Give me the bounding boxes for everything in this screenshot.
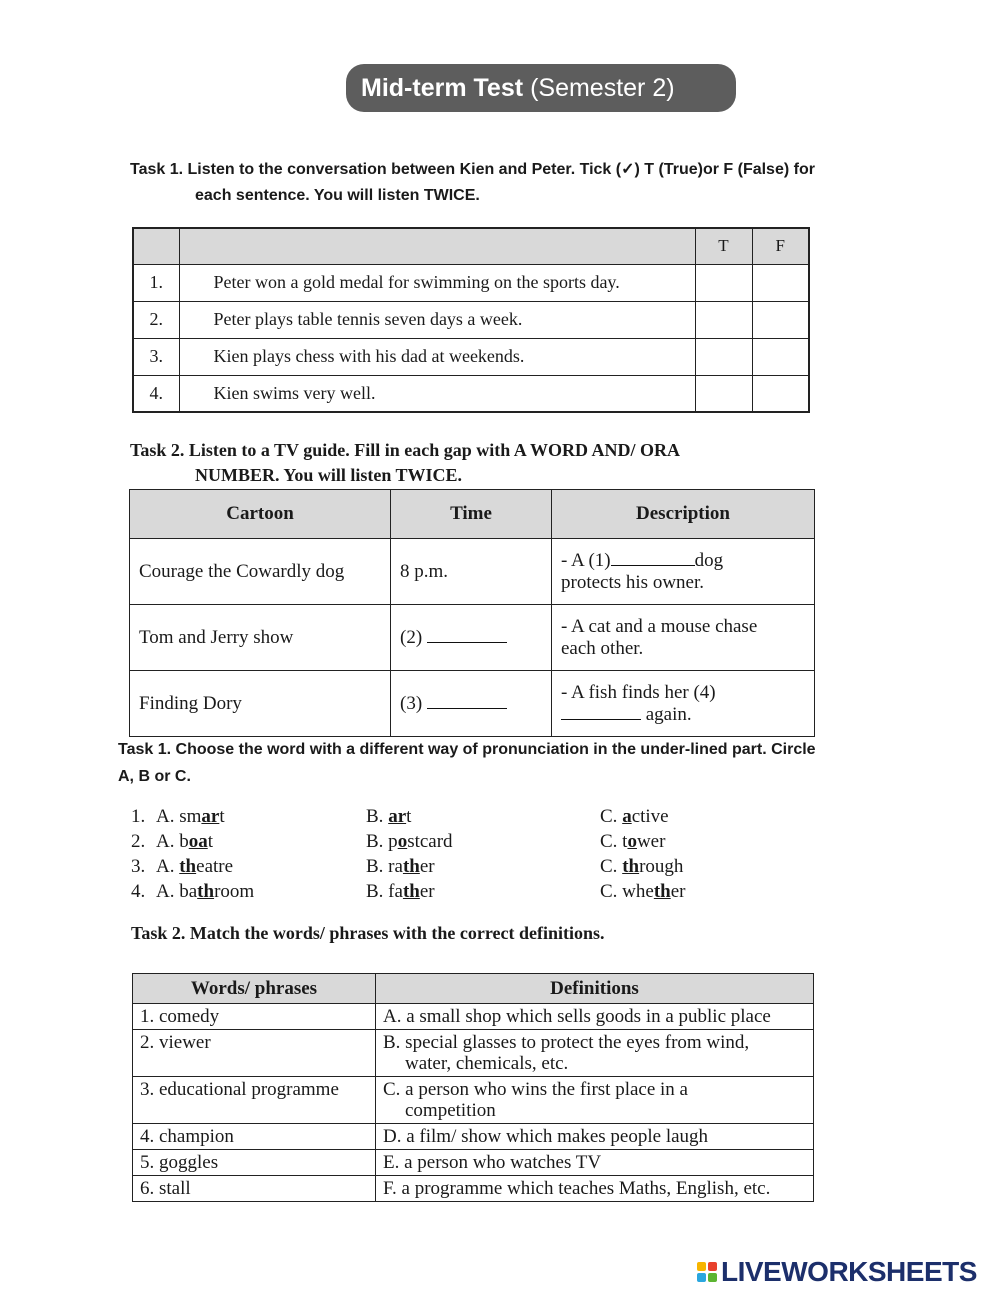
- gap-2-blank[interactable]: [427, 642, 507, 643]
- word: 1. comedy: [133, 1004, 376, 1030]
- row-number: 3.: [133, 338, 179, 375]
- item-number: 1.: [131, 806, 146, 827]
- tf-header-t: T: [695, 228, 752, 264]
- header-words: Words/ phrases: [133, 974, 376, 1004]
- option-b[interactable]: B. rather: [366, 856, 435, 877]
- desc-text: again.: [645, 703, 692, 725]
- word: 2. viewer: [133, 1030, 376, 1077]
- table-row: [133, 1150, 814, 1176]
- table-row: [130, 539, 815, 605]
- statement: Peter won a gold medal for swimming on the sports day.: [179, 264, 695, 301]
- header-cartoon: Cartoon: [130, 490, 391, 539]
- option-c[interactable]: C. tower: [600, 831, 666, 852]
- word: 6. stall: [133, 1176, 376, 1202]
- task2-heading-line2: NUMBER. You will listen TWICE.: [195, 465, 463, 485]
- gap-1-blank[interactable]: [611, 565, 695, 566]
- option-a[interactable]: A. theatre: [156, 856, 234, 877]
- task2-heading-line1: Task 2. Listen to a TV guide. Fill in each gap with A WORD AND/ ORA: [130, 440, 680, 460]
- tf-header-num: [133, 228, 179, 264]
- title-bold: Mid-term Test: [361, 73, 524, 102]
- option-b[interactable]: B. father: [366, 881, 435, 902]
- table-row: [133, 375, 809, 412]
- definition: D. a film/ show which makes people laugh: [376, 1124, 814, 1150]
- option-b[interactable]: B. art: [366, 806, 412, 827]
- pron-heading-line2: A, B or C.: [118, 768, 191, 785]
- desc-text: dog: [694, 549, 724, 571]
- tick-cell-t[interactable]: [695, 375, 752, 412]
- option-a[interactable]: A. bathroom: [156, 881, 255, 902]
- definition: C. a person who wins the first place in a competition: [376, 1077, 814, 1124]
- option-c[interactable]: C. active: [600, 806, 669, 827]
- match-header-row: [133, 974, 814, 1004]
- option-c[interactable]: C. through: [600, 856, 684, 877]
- match-table: [132, 973, 814, 1202]
- desc-text: each other.: [561, 637, 644, 659]
- tick-cell-f[interactable]: [752, 338, 809, 375]
- tick-cell-f[interactable]: [752, 375, 809, 412]
- cartoon-description: [552, 671, 815, 737]
- table-row: [133, 1030, 814, 1077]
- tv-header-row: [130, 490, 815, 539]
- option-b[interactable]: B. postcard: [366, 831, 453, 852]
- row-number: 4.: [133, 375, 179, 412]
- task1-heading-line2: each sentence. You will listen TWICE.: [195, 187, 480, 204]
- word: 5. goggles: [133, 1150, 376, 1176]
- cartoon-name: Tom and Jerry show: [130, 605, 391, 671]
- definition: F. a programme which teaches Maths, English, etc.: [376, 1176, 814, 1202]
- word: 3. educational programme: [133, 1077, 376, 1124]
- true-false-table: [132, 227, 810, 413]
- list-item: [131, 856, 731, 881]
- gap-4-blank[interactable]: [561, 719, 641, 720]
- cartoon-name: Finding Dory: [130, 671, 391, 737]
- table-row: [133, 1124, 814, 1150]
- task1-heading-line1: Task 1. Listen to the conversation between Kien and Peter. Tick (✓) T (True)or F (False) for: [130, 161, 815, 178]
- tick-cell-f[interactable]: [752, 264, 809, 301]
- cartoon-name: Courage the Cowardly dog: [130, 539, 391, 605]
- page-title: [346, 64, 736, 112]
- desc-text: protects his owner.: [561, 571, 705, 593]
- header-time: Time: [391, 490, 552, 539]
- option-c[interactable]: C. whether: [600, 881, 686, 902]
- header-definitions: Definitions: [376, 974, 814, 1004]
- item-number: 4.: [131, 881, 146, 902]
- cartoon-description: [552, 539, 815, 605]
- tick-cell-t[interactable]: [695, 264, 752, 301]
- list-item: [131, 831, 731, 856]
- row-number: 1.: [133, 264, 179, 301]
- definition: A. a small shop which sells goods in a public place: [376, 1004, 814, 1030]
- option-a[interactable]: A. smart: [156, 806, 225, 827]
- pron-heading-line1: Task 1. Choose the word with a different way of pronunciation in the under-lined part. Circle: [118, 741, 816, 758]
- table-row: [133, 1004, 814, 1030]
- cartoon-description: [552, 605, 815, 671]
- title-rest: (Semester 2): [530, 73, 675, 102]
- row-number: 2.: [133, 301, 179, 338]
- tf-header-f: F: [752, 228, 809, 264]
- definition: B. special glasses to protect the eyes from wind, water, chemicals, etc.: [376, 1030, 814, 1077]
- cartoon-time: 8 p.m.: [391, 539, 552, 605]
- tick-cell-f[interactable]: [752, 301, 809, 338]
- gap-3-blank[interactable]: [427, 708, 507, 709]
- desc-text: - A (1): [561, 549, 611, 571]
- item-number: 3.: [131, 856, 146, 877]
- desc-text: - A fish finds her (4): [561, 681, 716, 703]
- match-heading: Task 2. Match the words/ phrases with the correct definitions.: [131, 923, 605, 943]
- tick-cell-t[interactable]: [695, 301, 752, 338]
- table-row: [133, 1077, 814, 1124]
- option-a[interactable]: A. boat: [156, 831, 214, 852]
- tf-header-statement: [179, 228, 695, 264]
- table-row: [133, 264, 809, 301]
- list-item: [131, 806, 731, 831]
- table-row: [133, 1176, 814, 1202]
- table-row: [130, 605, 815, 671]
- logo-text: LIVEWORKSHEETS: [721, 1256, 977, 1287]
- table-row: [133, 301, 809, 338]
- tv-guide-table: [129, 489, 815, 737]
- table-row: [133, 338, 809, 375]
- desc-text: - A cat and a mouse chase: [561, 615, 758, 637]
- statement: Kien plays chess with his dad at weekends.: [179, 338, 695, 375]
- logo-mark-icon: [697, 1262, 717, 1282]
- word: 4. champion: [133, 1124, 376, 1150]
- table-row: [130, 671, 815, 737]
- cartoon-time: [391, 671, 552, 737]
- tf-header-row: [133, 228, 809, 264]
- list-item: [131, 881, 731, 906]
- statement: Peter plays table tennis seven days a week.: [179, 301, 695, 338]
- cartoon-time: [391, 605, 552, 671]
- definition: E. a person who watches TV: [376, 1150, 814, 1176]
- tick-cell-t[interactable]: [695, 338, 752, 375]
- statement: Kien swims very well.: [179, 375, 695, 412]
- item-number: 2.: [131, 831, 146, 852]
- gap-label: (2): [400, 626, 423, 648]
- gap-label: (3): [400, 692, 423, 714]
- liveworksheets-logo: [697, 1256, 977, 1288]
- header-description: Description: [552, 490, 815, 539]
